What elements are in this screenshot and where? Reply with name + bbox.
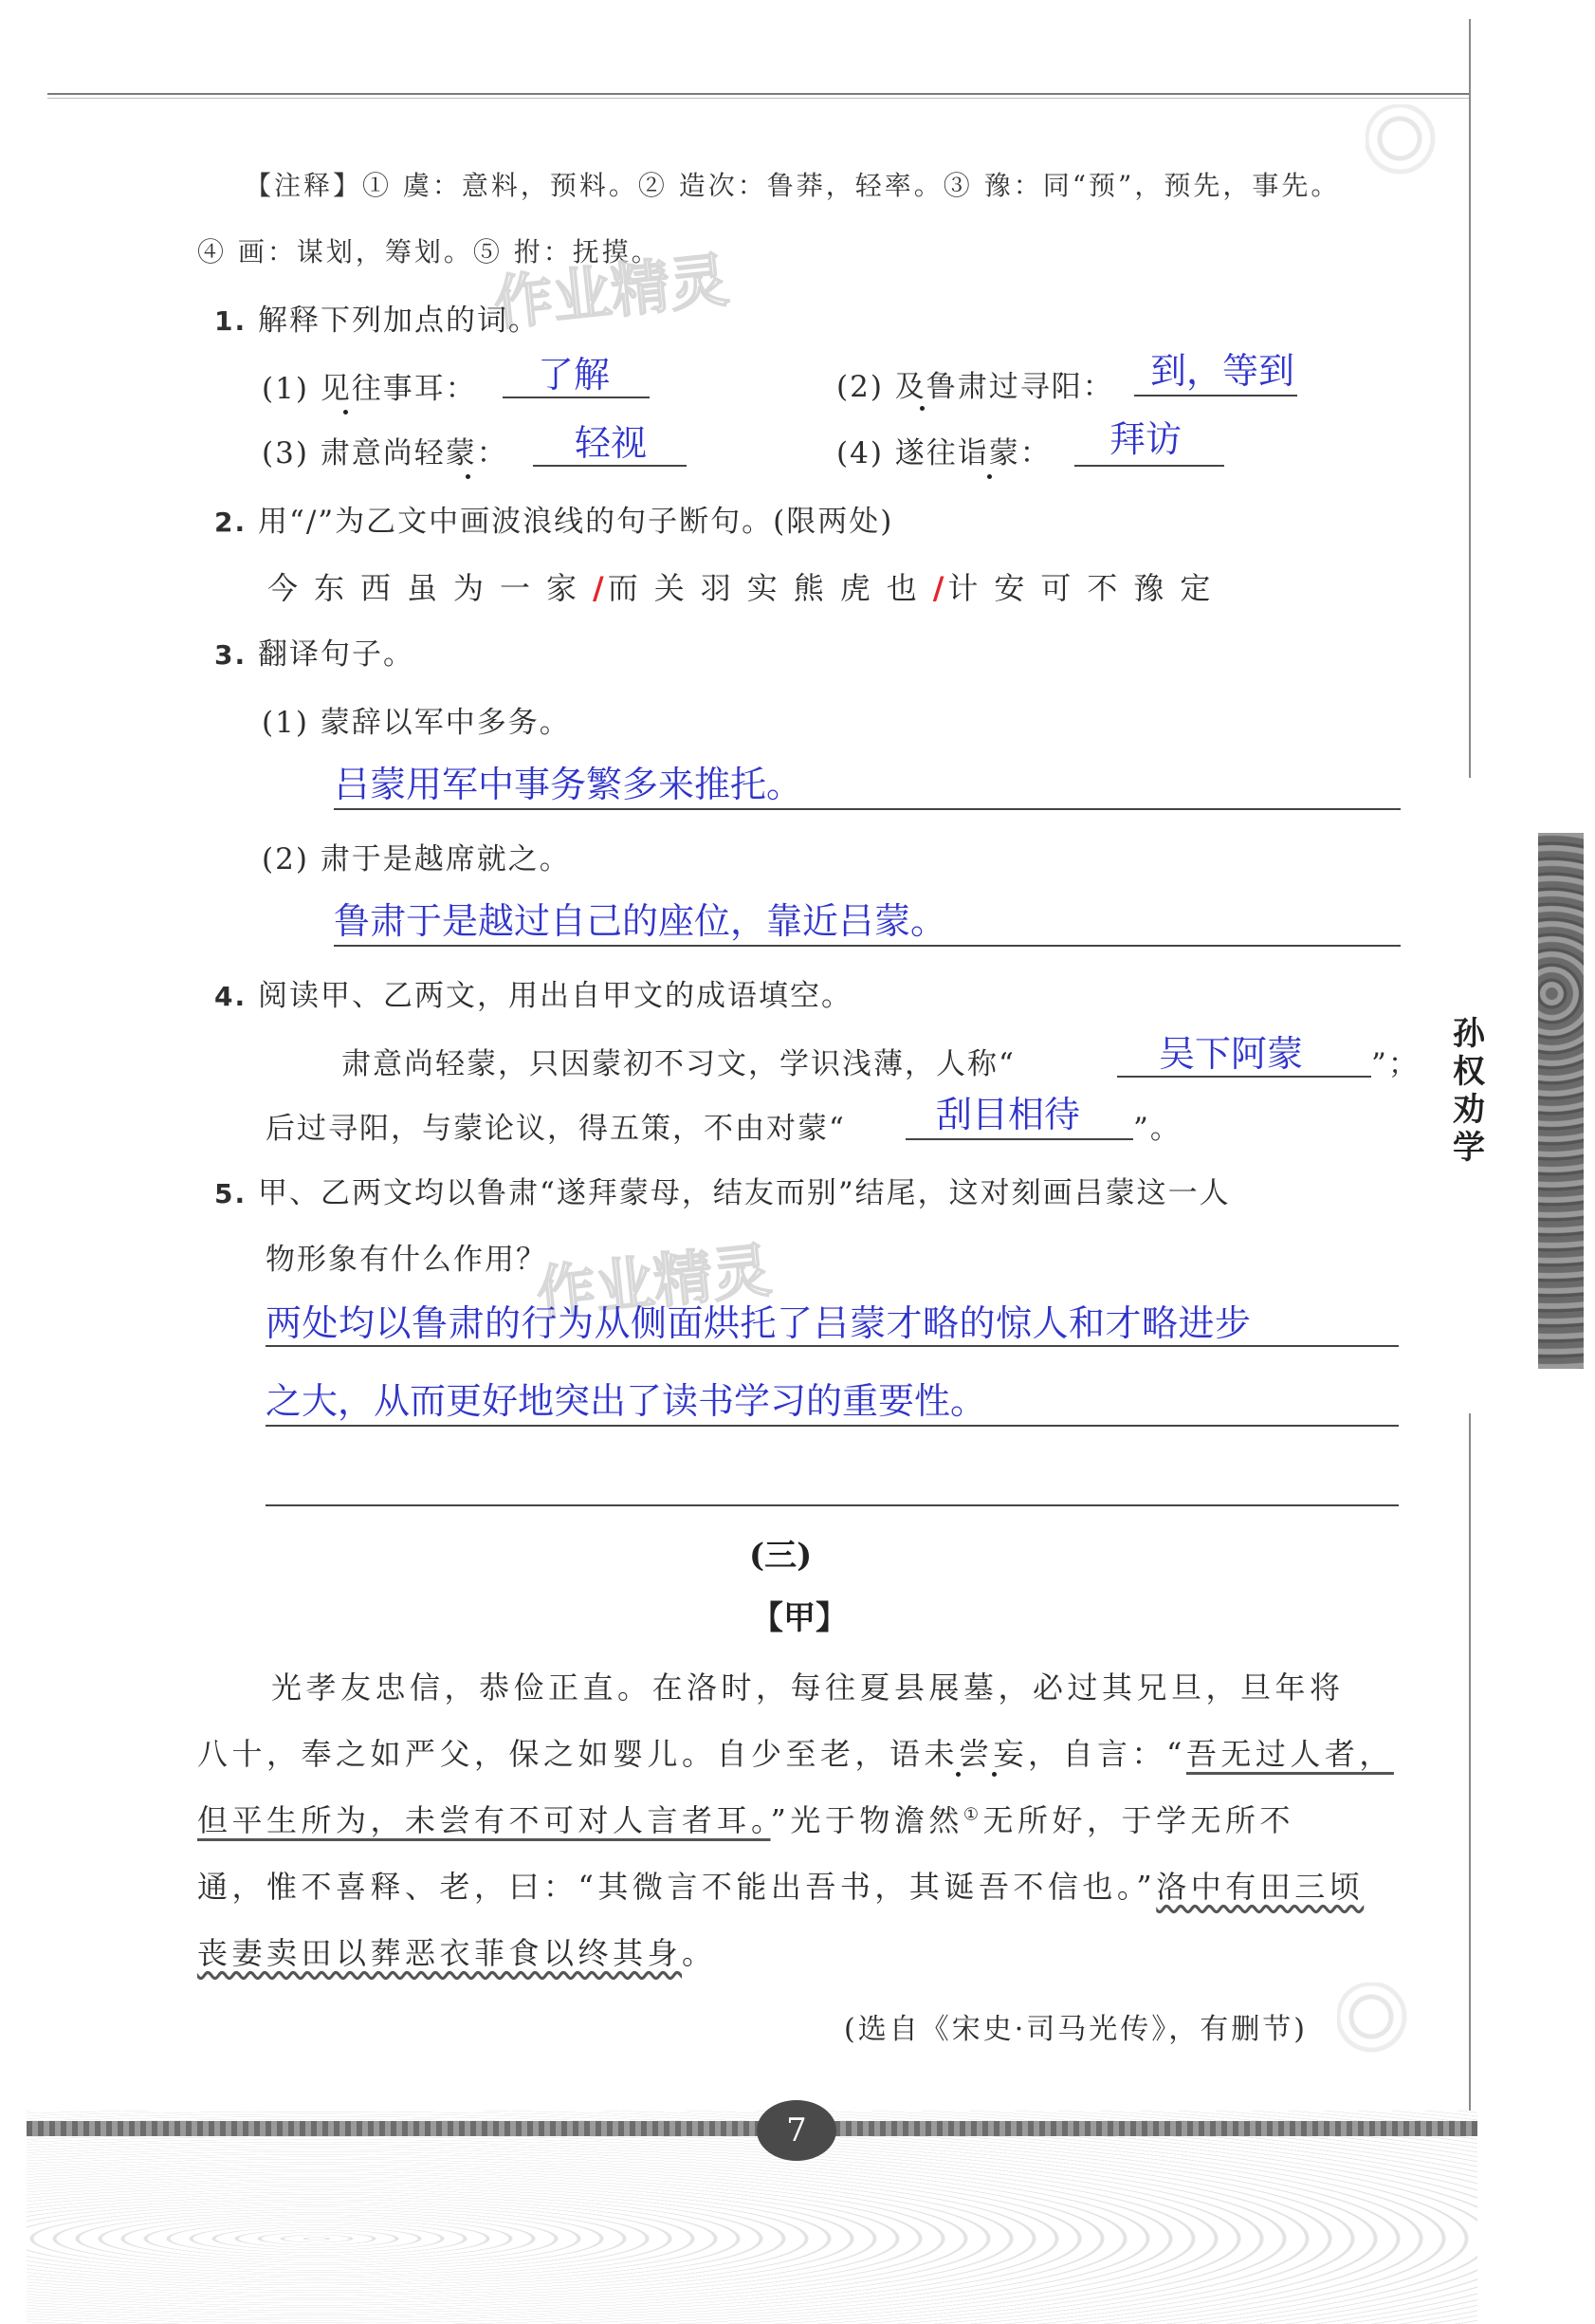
question-number: 2. (214, 507, 248, 538)
q4-line-2: 后过寻阳，与蒙论议，得五策，不由对蒙“ (266, 1112, 846, 1146)
q3-item-2-answer: 鲁肃于是越过自己的座位，靠近吕蒙。 (334, 900, 947, 942)
passage-text: 八十，奉之如严父，保之如婴儿。自少至老，语未尝妄，自言：“ (197, 1736, 1186, 1772)
answer-line (266, 1345, 1399, 1347)
q5-answer-line-1: 两处均以鲁肃的行为从侧面烘托了吕蒙才略的惊人和才略进步 (266, 1302, 1252, 1344)
annotation-line-1: 【注释】① 虞：意料，预料。② 造次：鲁莽，轻率。③ 豫：同“预”，预先，事先。 (245, 170, 1341, 201)
underlined-text: 吾无过人者， (1185, 1736, 1394, 1772)
section-title: (三) (749, 1537, 813, 1575)
emphasis-dot (343, 410, 348, 415)
question-stem: 解释下列加点的词。 (257, 304, 540, 338)
answer-line (266, 1425, 1399, 1427)
sentence-part-3: 计安可不豫定 (947, 570, 1227, 606)
answer-line-blank (266, 1504, 1399, 1506)
wavy-underlined-text: 洛中有田三顷 (1156, 1869, 1365, 1905)
segmented-sentence (267, 564, 1226, 608)
q1-item-4-answer: 拜访 (1109, 418, 1182, 460)
q1-item-2-answer: 到，等到 (1150, 350, 1295, 392)
q3-item-1-label: (1) 蒙辞以军中多务。 (262, 706, 571, 740)
sentence-part-2: 而关羽实熊虎也 (607, 570, 933, 606)
top-rule (47, 93, 1470, 95)
cloud-ornament-top-right (1366, 104, 1451, 190)
break-slash: / (593, 570, 608, 606)
q1-item-1-label: (1) 见往事耳： (262, 372, 477, 406)
passage-line-3 (197, 1797, 1294, 1840)
q3-item-1-answer: 吕蒙用军中事务繁多来推托。 (334, 764, 803, 805)
question-number: 5. (214, 1178, 248, 1209)
cloud-ornament-bottom-right (1337, 1983, 1422, 2068)
q4-line-2-end: ”。 (1133, 1112, 1182, 1146)
source-citation: (选自《宋史·司马光传》，有删节) (844, 2013, 1308, 2046)
question-number: 3. (214, 639, 248, 671)
answer-underline (1074, 465, 1224, 467)
emphasis-dot (987, 474, 992, 479)
passage-text: 通，惟不喜释、老，曰：“其微言不能出吾书，其诞吾不信也。” (197, 1869, 1157, 1905)
watermark-2: 作业精灵 (533, 1235, 775, 1329)
q1-item-2-label: (2) 及鲁肃过寻阳： (836, 370, 1114, 404)
right-margin-line (1469, 19, 1471, 778)
question-stem: 甲、乙两文均以鲁肃“遂拜蒙母，结友而别”结尾，这对刻画吕蒙这一人 (257, 1176, 1231, 1210)
question-number: 1. (214, 305, 248, 337)
question-stem: 阅读甲、乙两文，用出自甲文的成语填空。 (257, 979, 852, 1013)
passage-line-4 (197, 1863, 1364, 1907)
answer-line (334, 945, 1401, 947)
q4-line-1-end: ”； (1371, 1047, 1420, 1081)
passage-text: 。 (682, 1935, 717, 1971)
q1-item-4-label: (4) 遂往诣蒙： (836, 436, 1052, 470)
answer-underline (906, 1138, 1133, 1140)
answer-line (334, 808, 1401, 810)
sentence-part-1: 今东西虽为一家 (267, 570, 594, 606)
question-4 (214, 971, 852, 1014)
question-1 (214, 296, 540, 339)
footer-band (27, 2121, 1477, 2136)
passage-text: 无所好，于学无所不 (982, 1802, 1295, 1838)
watermark: 作业精灵 (490, 245, 732, 339)
annotation-line-2: ④ 画：谋划，筹划。⑤ 拊：抚摸。 (197, 236, 661, 267)
question-number: 4. (214, 981, 248, 1012)
q4-line-1: 肃意尚轻蒙，只因蒙初不习文，学识浅薄，人称“ (341, 1047, 1016, 1081)
emphasis-dot (920, 406, 925, 411)
emphasis-dot (466, 474, 470, 479)
q1-item-3-answer: 轻视 (575, 422, 648, 464)
q5-answer-line-2: 之大，从而更好地突出了读书学习的重要性。 (266, 1380, 987, 1422)
q5-stem-line-2: 物形象有什么作用？ (266, 1243, 547, 1277)
passage-text: ”光于物澹然 (770, 1802, 963, 1838)
footer-cloud-pattern (27, 2111, 1477, 2324)
section-subtitle: 【甲】 (751, 1599, 848, 1637)
sidebar-title: 孙权劝学 (1453, 1015, 1487, 1167)
q1-item-1-answer: 了解 (538, 354, 611, 396)
emphasis-dot (992, 1772, 997, 1777)
passage-line-1: 光孝友忠信，恭俭正直。在洛时，每往夏县展墓，必过其兄旦，旦年将 (271, 1669, 1345, 1706)
top-rule-thin (47, 98, 1470, 99)
footnote-marker: ① (962, 1804, 983, 1825)
passage-line-2 (197, 1730, 1394, 1774)
q4-answer-2: 刮目相待 (936, 1094, 1081, 1135)
sidebar-ornament (1538, 833, 1584, 1369)
q3-item-2-label: (2) 肃于是越席就之。 (262, 842, 571, 876)
q1-item-3-label: (3) 肃意尚轻蒙： (262, 436, 508, 470)
q4-answer-1: 吴下阿蒙 (1159, 1033, 1304, 1075)
answer-underline (1134, 395, 1297, 397)
passage-line-5 (197, 1929, 717, 1973)
wavy-underlined-text: 丧妻卖田以葬恶衣菲食以终其身 (197, 1935, 683, 1971)
question-stem: 用“/”为乙文中画波浪线的句子断句。(限两处) (257, 505, 894, 539)
question-2 (214, 497, 893, 540)
page-number: 7 (757, 2100, 836, 2161)
question-3 (214, 630, 414, 673)
question-stem: 翻译句子。 (257, 637, 414, 672)
emphasis-dot (956, 1772, 961, 1777)
break-slash: / (932, 570, 948, 606)
underlined-text: 但平生所为，未尝有不可对人言者耳。 (197, 1802, 771, 1838)
question-5 (214, 1169, 1231, 1211)
